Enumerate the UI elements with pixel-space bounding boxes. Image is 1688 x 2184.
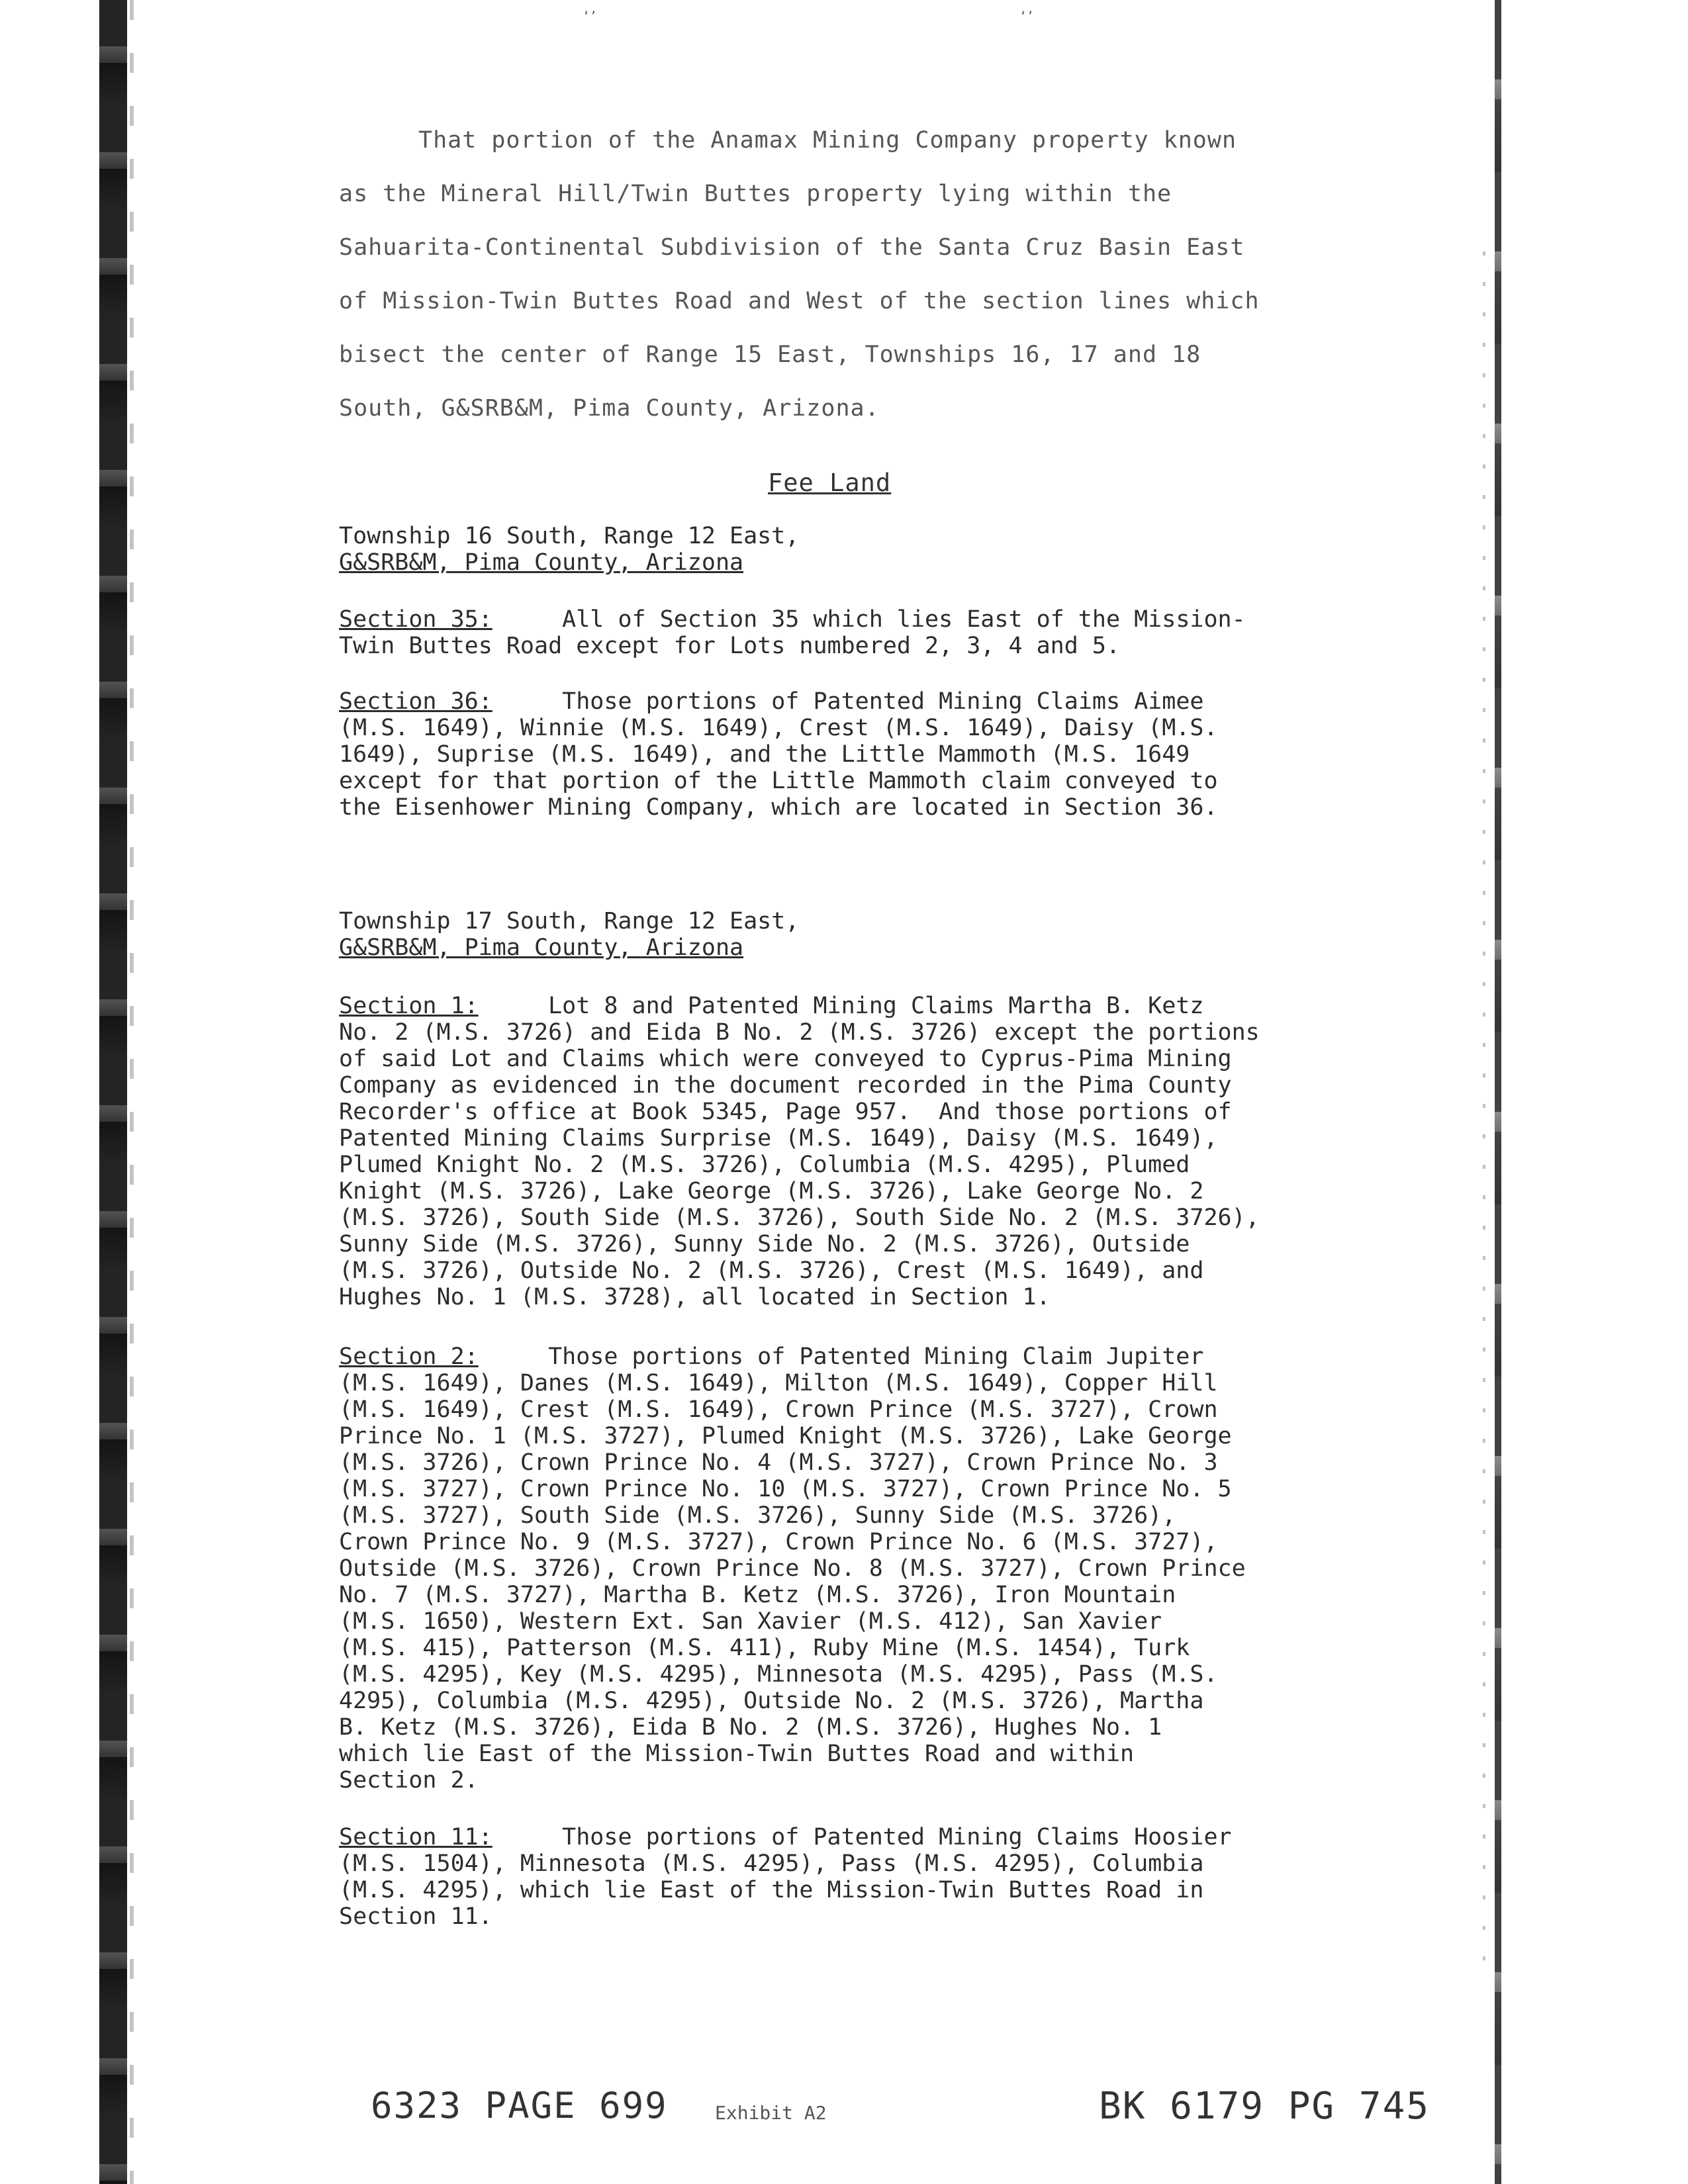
section-line: 4295), Columbia (M.S. 4295), Outside No. 2 (M.S. 3726), Martha <box>339 1688 1204 1714</box>
section-line: Lot 8 and Patented Mining Claims Martha B. Ketz <box>478 993 1204 1019</box>
section-11 <box>339 1824 1425 1930</box>
section-line: (M.S. 4295), which lie East of the Mission-Twin Buttes Road in <box>339 1877 1204 1903</box>
section-line: Those portions of Patented Mining Claims Hoosier <box>492 1824 1232 1850</box>
section-line: All of Section 35 which lies East of the Mission- <box>492 606 1246 633</box>
section-line: Plumed Knight No. 2 (M.S. 3726), Columbia (M.S. 4295), Plumed <box>339 1152 1190 1178</box>
section-line: (M.S. 1650), Western Ext. San Xavier (M.S. 412), San Xavier <box>339 1608 1162 1635</box>
township-line: G&SRB&M, Pima County, Arizona <box>339 934 744 961</box>
intro-line: as the Mineral Hill/Twin Buttes property lying within the <box>339 181 1172 207</box>
section-line: Prince No. 1 (M.S. 3727), Plumed Knight (M.S. 3726), Lake George <box>339 1423 1232 1449</box>
section-line: which lie East of the Mission-Twin Buttes Road and within <box>339 1741 1135 1767</box>
section-label: Section 35: <box>339 606 492 633</box>
section-1 <box>339 993 1425 1310</box>
section-line: Section 2. <box>339 1767 479 1794</box>
section-line: (M.S. 3727), South Side (M.S. 3726), Sunny Side (M.S. 3726), <box>339 1502 1176 1529</box>
intro-line: South, G&SRB&M, Pima County, Arizona. <box>339 395 880 422</box>
section-label: Section 11: <box>339 1824 492 1850</box>
section-line: (M.S. 3726), Outside No. 2 (M.S. 3726), Crest (M.S. 1649), and <box>339 1257 1204 1284</box>
scan-edge-left-inner <box>130 0 134 2184</box>
township-line: Township 17 South, Range 12 East, <box>339 908 800 934</box>
section-line: (M.S. 1649), Winnie (M.S. 1649), Crest (M.S. 1649), Daisy (M.S. <box>339 715 1218 741</box>
scan-edge-right <box>1495 0 1501 2184</box>
top-scan-mark-1: ‘’ <box>583 9 597 23</box>
township-16-heading <box>339 523 1425 576</box>
section-line: Twin Buttes Road except for Lots numbered 2, 3, 4 and 5. <box>339 633 1121 659</box>
township-line: G&SRB&M, Pima County, Arizona <box>339 549 744 576</box>
township-17-heading <box>339 908 1425 961</box>
township-line: Township 16 South, Range 12 East, <box>339 523 800 549</box>
section-line: No. 2 (M.S. 3726) and Eida B No. 2 (M.S. 3726) except the portions <box>339 1019 1260 1046</box>
section-line: Crown Prince No. 9 (M.S. 3727), Crown Prince No. 6 (M.S. 3727), <box>339 1529 1218 1555</box>
section-line: Recorder's office at Book 5345, Page 957. And those portions of <box>339 1099 1232 1125</box>
section-line: Patented Mining Claims Surprise (M.S. 1649), Daisy (M.S. 1649), <box>339 1125 1218 1152</box>
section-line: (M.S. 3727), Crown Prince No. 10 (M.S. 3727), Crown Prince No. 5 <box>339 1476 1232 1502</box>
section-line: Those portions of Patented Mining Claims Aimee <box>492 688 1204 715</box>
section-line: Knight (M.S. 3726), Lake George (M.S. 3726), Lake George No. 2 <box>339 1178 1204 1205</box>
section-line: (M.S. 3726), South Side (M.S. 3726), South Side No. 2 (M.S. 3726), <box>339 1205 1260 1231</box>
section-line: Hughes No. 1 (M.S. 3728), all located in Section 1. <box>339 1284 1051 1310</box>
intro-line: Sahuarita-Continental Subdivision of the Santa Cruz Basin East <box>339 234 1245 261</box>
section-line: the Eisenhower Mining Company, which are located in Section 36. <box>339 794 1218 821</box>
section-35 <box>339 606 1425 659</box>
scan-edge-left <box>99 0 127 2184</box>
section-line: B. Ketz (M.S. 3726), Eida B No. 2 (M.S. 3726), Hughes No. 1 <box>339 1714 1162 1741</box>
recording-stamp-right: BK 6179 PG 745 <box>1099 2085 1430 2128</box>
section-line: (M.S. 415), Patterson (M.S. 411), Ruby Mine (M.S. 1454), Turk <box>339 1635 1190 1661</box>
exhibit-label: Exhibit A2 <box>715 2102 827 2124</box>
section-line: of said Lot and Claims which were conveyed to Cyprus-Pima Mining <box>339 1046 1232 1072</box>
section-line: (M.S. 1649), Danes (M.S. 1649), Milton (M.S. 1649), Copper Hill <box>339 1370 1218 1396</box>
section-line: (M.S. 1649), Crest (M.S. 1649), Crown Prince (M.S. 3727), Crown <box>339 1396 1218 1423</box>
section-line: No. 7 (M.S. 3727), Martha B. Ketz (M.S. 3726), Iron Mountain <box>339 1582 1176 1608</box>
section-line: Sunny Side (M.S. 3726), Sunny Side No. 2 (M.S. 3726), Outside <box>339 1231 1190 1257</box>
section-line: Company as evidenced in the document recorded in the Pima County <box>339 1072 1232 1099</box>
intro-line: bisect the center of Range 15 East, Townships 16, 17 and 18 <box>339 341 1201 368</box>
section-line: (M.S. 1504), Minnesota (M.S. 4295), Pass (M.S. 4295), Columbia <box>339 1850 1204 1877</box>
section-label: Section 1: <box>339 993 479 1019</box>
intro-line: of Mission-Twin Buttes Road and West of the section lines which <box>339 288 1260 314</box>
intro-paragraph <box>339 114 1372 435</box>
section-line: except for that portion of the Little Mammoth claim conveyed to <box>339 768 1218 794</box>
section-line: Those portions of Patented Mining Claim Jupiter <box>478 1343 1204 1370</box>
section-label: Section 2: <box>339 1343 479 1370</box>
section-2 <box>339 1343 1425 1794</box>
section-line: Section 11. <box>339 1903 492 1930</box>
fee-land-heading: Fee Land <box>768 469 892 497</box>
top-scan-mark-2: ‘’ <box>1019 9 1034 23</box>
section-36 <box>339 688 1425 821</box>
intro-line: That portion of the Anamax Mining Company property known <box>418 127 1237 154</box>
recording-stamp-left: 6323 PAGE 699 <box>371 2085 668 2126</box>
section-line: Outside (M.S. 3726), Crown Prince No. 8 (M.S. 3727), Crown Prince <box>339 1555 1246 1582</box>
section-line: (M.S. 4295), Key (M.S. 4295), Minnesota (M.S. 4295), Pass (M.S. <box>339 1661 1218 1688</box>
scan-edge-right-specks <box>1483 251 1485 1972</box>
section-label: Section 36: <box>339 688 492 715</box>
section-line: (M.S. 3726), Crown Prince No. 4 (M.S. 3727), Crown Prince No. 3 <box>339 1449 1218 1476</box>
section-line: 1649), Suprise (M.S. 1649), and the Little Mammoth (M.S. 1649 <box>339 741 1190 768</box>
